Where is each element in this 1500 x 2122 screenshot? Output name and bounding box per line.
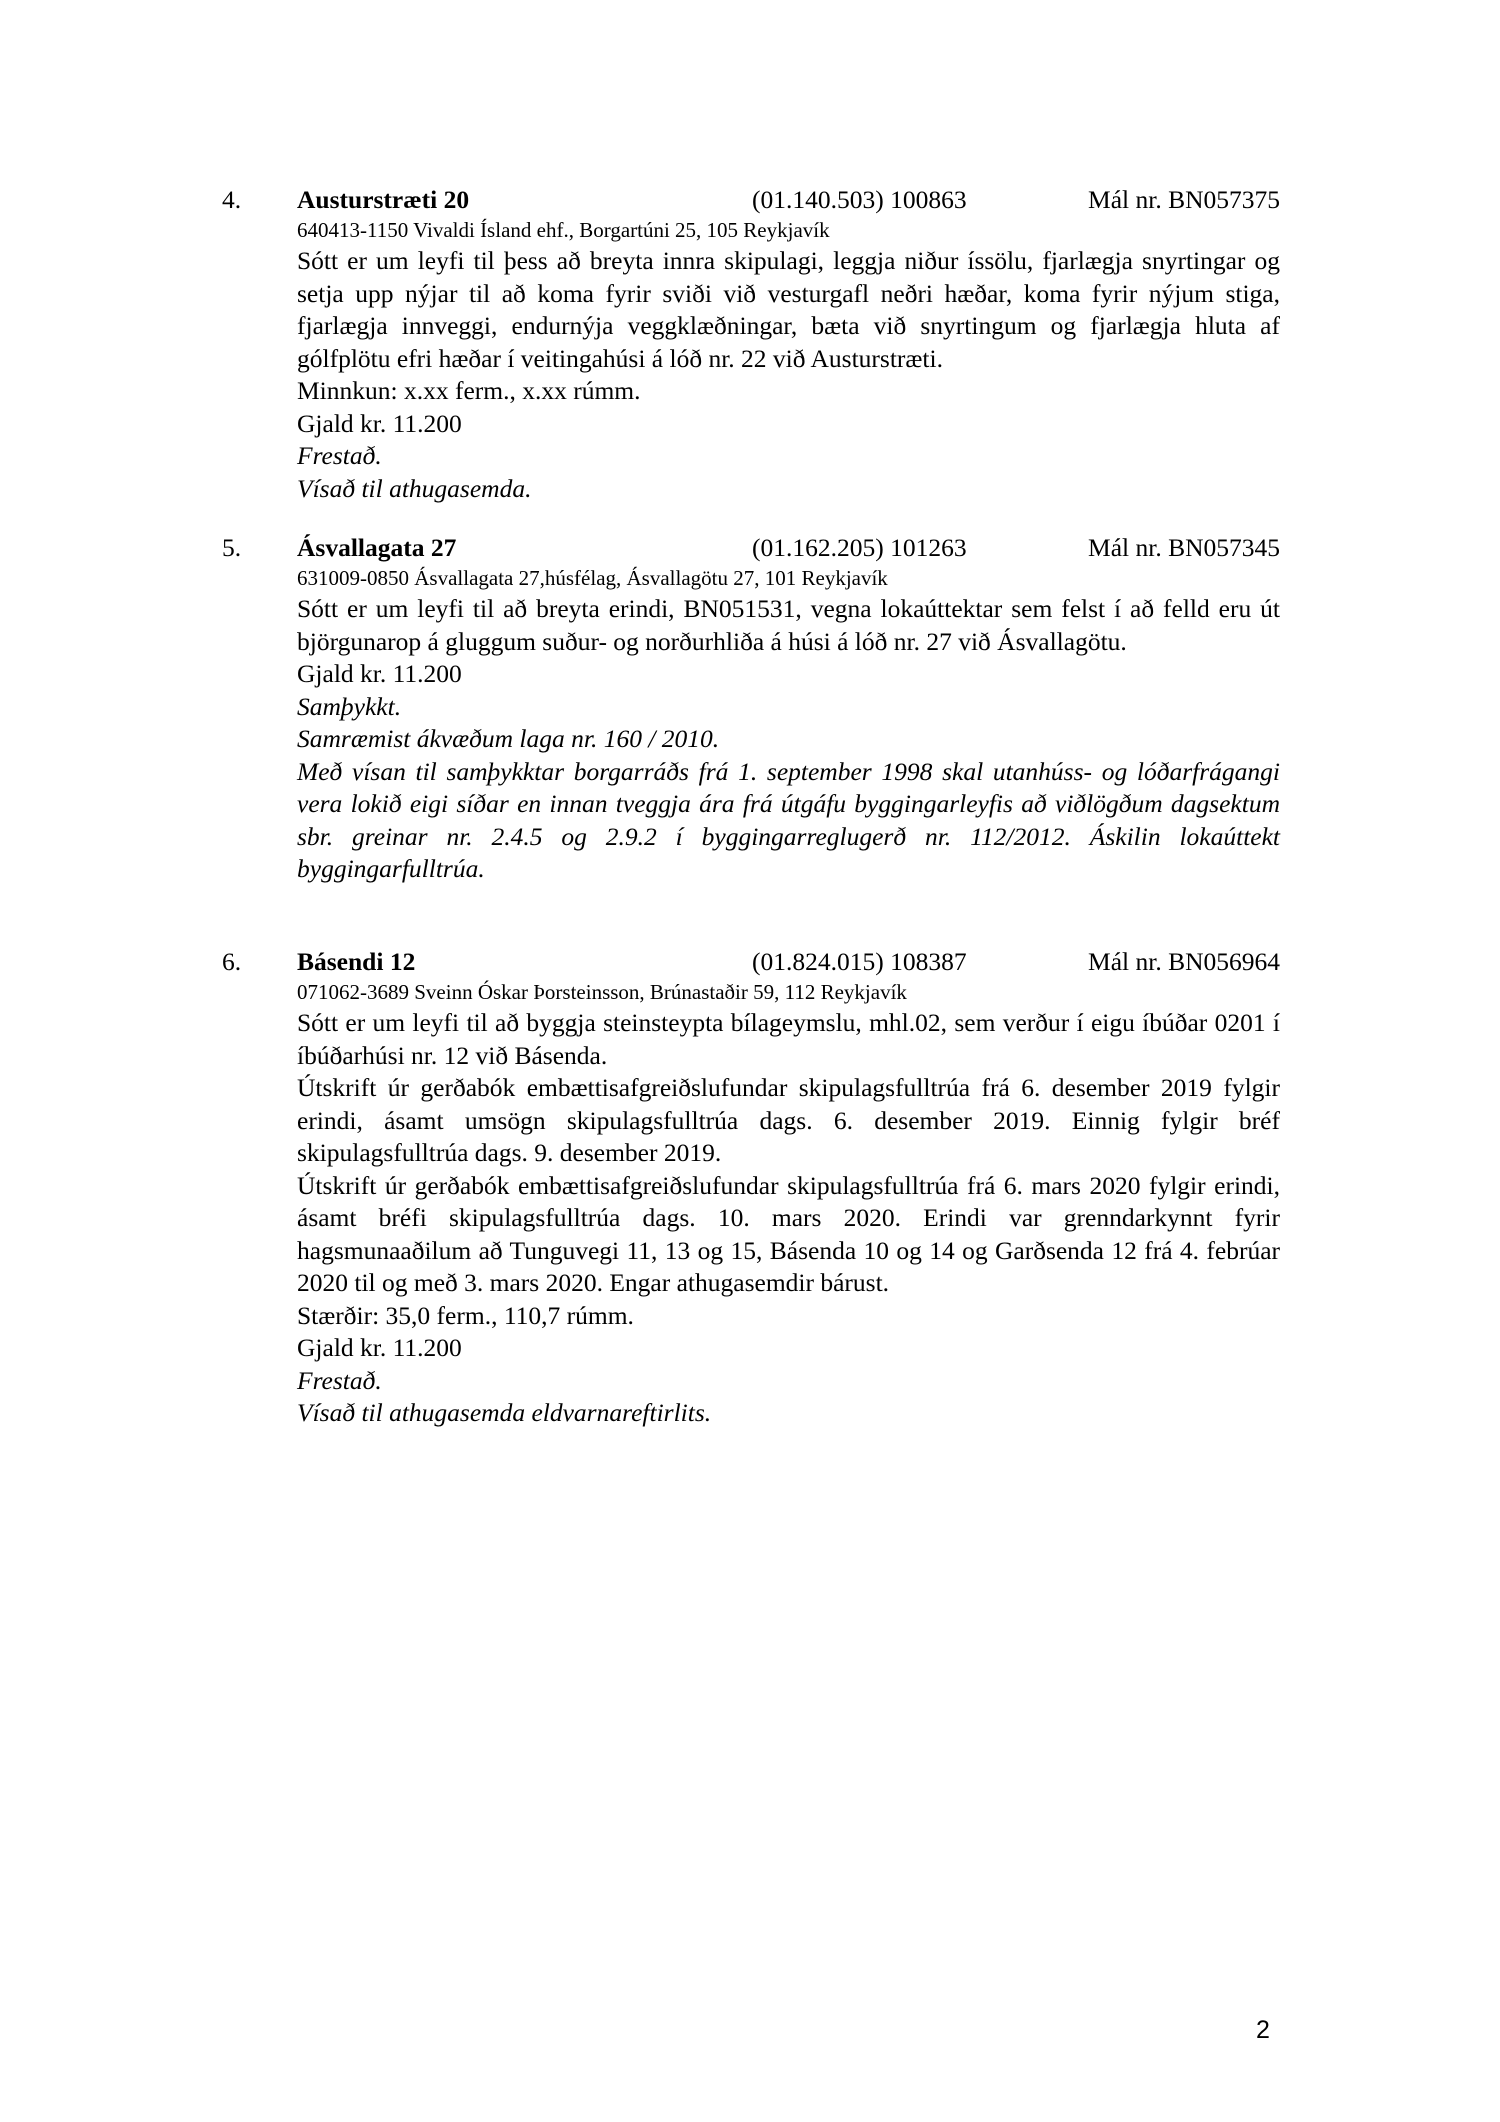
case-note: Vísað til athugasemda. xyxy=(297,473,532,503)
case-note: Með vísan til samþykktar borgarráðs frá 1. september 1998 skal utanhúss- og lóðarfrágangi vera lokið eigi síðar en innan tveggja ára frá útgáfu byggingarleyfis að viðlögðum dagsektum sbr. greinar nr. 2.4.5 og 2.9.2 í byggingarreglugerð nr. 112/2012. Áskilin lokaúttekt byggingarfulltrúa. xyxy=(297,756,1280,883)
case-number: 4. xyxy=(222,185,242,214)
case-file-number: Mál nr. BN056964 xyxy=(1088,947,1280,976)
case-body xyxy=(297,218,1280,505)
case-entry-5 xyxy=(222,531,1280,886)
case-fee: Gjald kr. 11.200 xyxy=(297,408,462,438)
case-note: Vísað til athugasemda eldvarnareftirlits. xyxy=(297,1398,712,1427)
case-address: Básendi 12 xyxy=(297,947,416,976)
case-extra-paragraph: Útskrift úr gerðabók embættisafgreiðslufundar skipulagsfulltrúa frá 6. mars 2020 fylgir erindi, ásamt bréfi skipulagsfulltrúa dags. 10. mars 2020. Erindi var grenndarkynnt fyrir hagsmunaaðilum að Tunguvegi 11, 13 og 15, Básenda 10 og 14 og Garðsenda 12 frá 4. febrúar 2020 til og með 3. mars 2020. Engar athugasemdir bárust. xyxy=(297,1170,1280,1297)
case-fee: Gjald kr. 11.200 xyxy=(297,659,462,688)
case-land-number: (01.824.015) 108387 xyxy=(752,947,967,976)
case-applicant: 631009-0850 Ásvallagata 27,húsfélag, Ásvallagötu 27, 101 Reykjavík xyxy=(297,566,888,590)
case-decision: Frestað. xyxy=(297,441,382,470)
case-header xyxy=(222,945,1280,979)
case-description: Sótt er um leyfi til að breyta erindi, BN051531, vegna lokaúttektar sem felst í að felld eru út björgunarop á gluggum suður- og norðurhliða á húsi á lóð nr. 27 við Ásvallagötu. xyxy=(297,594,1280,656)
case-number: 5. xyxy=(222,533,242,562)
case-applicant: 071062-3689 Sveinn Óskar Þorsteinsson, Brúnastaðir 59, 112 Reykjavík xyxy=(297,980,907,1004)
case-decision: Samþykkt. xyxy=(297,691,402,721)
case-entry-4 xyxy=(222,183,1280,505)
case-number: 6. xyxy=(222,947,242,976)
case-header xyxy=(222,531,1280,565)
case-extra-paragraph: Útskrift úr gerðabók embættisafgreiðslufundar skipulagsfulltrúa frá 6. desember 2019 fylgir erindi, ásamt umsögn skipulagsfulltrúa dags. 6. desember 2019. Einnig fylgir bréf skipulagsfulltrúa dags. 9. desember 2019. xyxy=(297,1073,1280,1167)
case-size: Minnkun: x.xx ferm., x.xx rúmm. xyxy=(297,376,641,405)
case-header xyxy=(222,183,1280,217)
case-file-number: Mál nr. BN057375 xyxy=(1088,185,1280,214)
case-land-number: (01.140.503) 100863 xyxy=(752,185,967,214)
case-land-number: (01.162.205) 101263 xyxy=(752,533,967,562)
case-description: Sótt er um leyfi til að byggja steinsteypta bílageymslu, mhl.02, sem verður í eigu íbúðar 0201 í íbúðarhúsi nr. 12 við Básenda. xyxy=(297,1008,1280,1070)
case-applicant: 640413-1150 Vivaldi Ísland ehf., Borgartúni 25, 105 Reykjavík xyxy=(297,218,830,242)
case-file-number: Mál nr. BN057345 xyxy=(1088,533,1280,562)
case-fee: Gjald kr. 11.200 xyxy=(297,1333,462,1362)
case-entry-6 xyxy=(222,945,1280,1430)
page-number: 2 xyxy=(1256,2016,1270,2044)
case-decision: Frestað. xyxy=(297,1365,382,1395)
case-address: Ásvallagata 27 xyxy=(297,533,457,562)
case-note: Samræmist ákvæðum laga nr. 160 / 2010. xyxy=(297,724,720,753)
case-address: Austurstræti 20 xyxy=(297,185,470,214)
case-description: Sótt er um leyfi til þess að breyta innra skipulagi, leggja niður íssölu, fjarlægja snyrtingar og setja upp nýjar til að koma fyrir sviði við vesturgafl neðri hæðar, koma fyrir nýjum stiga, fjarlægja innveggi, endurnýja veggklæðningar, bæta við snyrtingum og fjarlægja hluta af gólfplötu efri hæðar í veitingahúsi á lóð nr. 22 við Austurstræti. xyxy=(297,246,1280,373)
case-body xyxy=(297,566,1280,886)
case-body xyxy=(297,980,1280,1430)
case-size: Stærðir: 35,0 ferm., 110,7 rúmm. xyxy=(297,1300,634,1330)
